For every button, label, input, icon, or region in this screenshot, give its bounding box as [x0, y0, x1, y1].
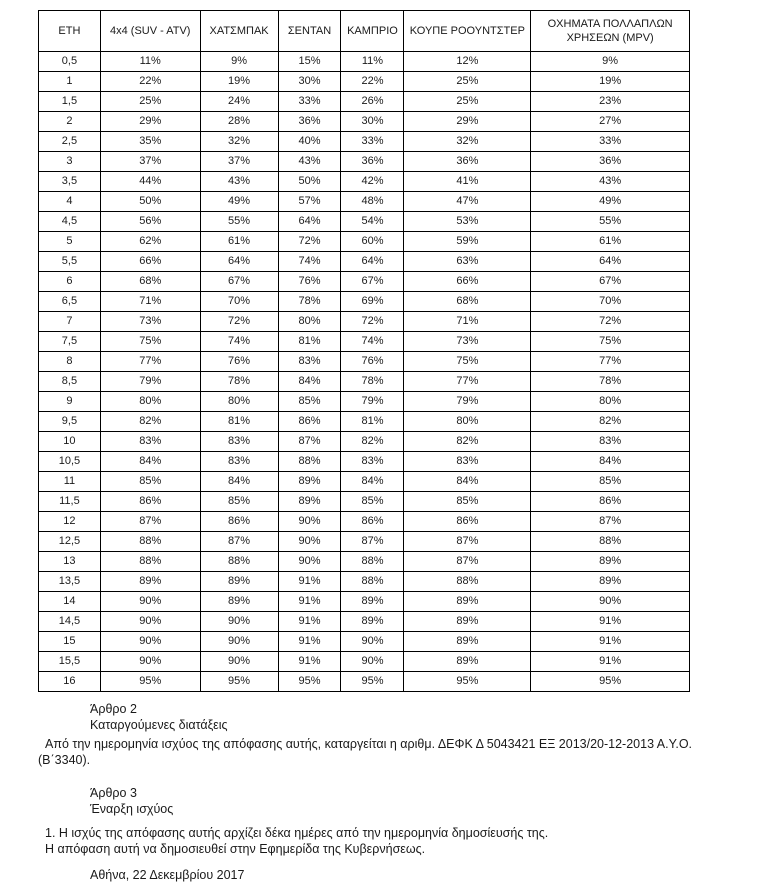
rate-cell: 47% [404, 192, 531, 212]
years-cell: 2,5 [39, 132, 101, 152]
rate-cell: 60% [341, 232, 404, 252]
rate-cell: 89% [278, 492, 341, 512]
rate-cell: 66% [100, 252, 200, 272]
rate-cell: 75% [404, 352, 531, 372]
table-row [39, 592, 690, 612]
table-row [39, 92, 690, 112]
rate-cell: 83% [100, 432, 200, 452]
rate-cell: 78% [531, 372, 690, 392]
column-header: ΣΕΝΤΑΝ [278, 11, 341, 52]
rate-cell: 73% [404, 332, 531, 352]
rate-cell: 84% [100, 452, 200, 472]
articles-section [38, 701, 728, 883]
rate-cell: 86% [278, 412, 341, 432]
rate-cell: 80% [278, 312, 341, 332]
rate-cell: 43% [531, 172, 690, 192]
rate-cell: 88% [278, 452, 341, 472]
rate-cell: 11% [341, 52, 404, 72]
column-header: ΚΟΥΠΕ ΡΟΟΥΝΤΣΤΕΡ [404, 11, 531, 52]
rate-cell: 90% [200, 632, 278, 652]
rate-cell: 85% [278, 392, 341, 412]
rate-cell: 37% [100, 152, 200, 172]
rate-cell: 22% [341, 72, 404, 92]
years-cell: 10,5 [39, 452, 101, 472]
rate-cell: 91% [278, 612, 341, 632]
rate-cell: 88% [341, 552, 404, 572]
rate-cell: 25% [404, 92, 531, 112]
rate-cell: 43% [200, 172, 278, 192]
rate-cell: 64% [531, 252, 690, 272]
rate-cell: 83% [531, 432, 690, 452]
rate-cell: 70% [531, 292, 690, 312]
table-header [39, 11, 690, 52]
rate-cell: 30% [278, 72, 341, 92]
rate-cell: 74% [200, 332, 278, 352]
years-cell: 11 [39, 472, 101, 492]
rate-cell: 61% [531, 232, 690, 252]
article-3-title: Άρθρο 3 [90, 786, 137, 800]
rate-cell: 78% [278, 292, 341, 312]
rate-cell: 28% [200, 112, 278, 132]
years-cell: 3,5 [39, 172, 101, 192]
rate-cell: 90% [278, 552, 341, 572]
rate-cell: 76% [278, 272, 341, 292]
years-cell: 13 [39, 552, 101, 572]
rate-cell: 90% [100, 612, 200, 632]
rate-cell: 95% [404, 672, 531, 692]
rate-cell: 22% [100, 72, 200, 92]
rate-cell: 77% [100, 352, 200, 372]
rate-cell: 77% [404, 372, 531, 392]
rate-cell: 64% [278, 212, 341, 232]
rate-cell: 87% [100, 512, 200, 532]
rate-cell: 86% [404, 512, 531, 532]
table-row [39, 392, 690, 412]
years-cell: 15,5 [39, 652, 101, 672]
article-2-text: Από την ημερομηνία ισχύος της απόφασης αυτής, καταργείται η αριθμ. ΔΕΦΚ Δ 5043421 ΕΞ 2013/20-12-2013 Α.Υ.Ο. (Β΄3340). [38, 737, 693, 767]
rate-cell: 88% [100, 532, 200, 552]
rate-cell: 59% [404, 232, 531, 252]
rate-cell: 95% [200, 672, 278, 692]
rate-cell: 24% [200, 92, 278, 112]
rate-cell: 76% [341, 352, 404, 372]
table-row [39, 492, 690, 512]
rate-cell: 72% [200, 312, 278, 332]
years-cell: 12,5 [39, 532, 101, 552]
rate-cell: 67% [341, 272, 404, 292]
rate-cell: 53% [404, 212, 531, 232]
rate-cell: 83% [278, 352, 341, 372]
rate-cell: 88% [531, 532, 690, 552]
rate-cell: 90% [341, 652, 404, 672]
rate-cell: 86% [200, 512, 278, 532]
column-header: ΕΤΗ [39, 11, 101, 52]
years-cell: 6 [39, 272, 101, 292]
rate-cell: 67% [200, 272, 278, 292]
rate-cell: 88% [200, 552, 278, 572]
table-row [39, 632, 690, 652]
years-cell: 7 [39, 312, 101, 332]
table-row [39, 612, 690, 632]
rate-cell: 89% [341, 592, 404, 612]
rate-cell: 91% [278, 632, 341, 652]
rate-cell: 83% [341, 452, 404, 472]
rate-cell: 84% [278, 372, 341, 392]
rate-cell: 9% [200, 52, 278, 72]
rate-cell: 81% [200, 412, 278, 432]
table-row [39, 672, 690, 692]
rate-cell: 87% [278, 432, 341, 452]
rate-cell: 91% [531, 652, 690, 672]
column-header: 4x4 (SUV - ATV) [100, 11, 200, 52]
rate-cell: 57% [278, 192, 341, 212]
table-row [39, 352, 690, 372]
table-row [39, 432, 690, 452]
years-cell: 8,5 [39, 372, 101, 392]
table-row [39, 192, 690, 212]
rate-cell: 80% [531, 392, 690, 412]
years-cell: 16 [39, 672, 101, 692]
depreciation-table [38, 10, 690, 692]
rate-cell: 72% [531, 312, 690, 332]
rate-cell: 55% [200, 212, 278, 232]
rate-cell: 48% [341, 192, 404, 212]
table-row [39, 132, 690, 152]
rate-cell: 37% [200, 152, 278, 172]
rate-cell: 90% [278, 512, 341, 532]
rate-cell: 70% [200, 292, 278, 312]
rate-cell: 72% [278, 232, 341, 252]
table-row [39, 252, 690, 272]
table-row [39, 112, 690, 132]
rate-cell: 85% [100, 472, 200, 492]
table-row [39, 312, 690, 332]
rate-cell: 32% [404, 132, 531, 152]
table-row [39, 372, 690, 392]
years-cell: 4 [39, 192, 101, 212]
rate-cell: 81% [341, 412, 404, 432]
rate-cell: 44% [100, 172, 200, 192]
years-cell: 14,5 [39, 612, 101, 632]
rate-cell: 95% [278, 672, 341, 692]
years-cell: 1 [39, 72, 101, 92]
rate-cell: 90% [100, 652, 200, 672]
years-cell: 0,5 [39, 52, 101, 72]
rate-cell: 9% [531, 52, 690, 72]
rate-cell: 89% [531, 572, 690, 592]
article-3-subtitle: Έναρξη ισχύος [90, 802, 174, 816]
column-header: ΧΑΤΣΜΠΑΚ [200, 11, 278, 52]
rate-cell: 33% [341, 132, 404, 152]
years-cell: 3 [39, 152, 101, 172]
rate-cell: 86% [341, 512, 404, 532]
rate-cell: 19% [200, 72, 278, 92]
rate-cell: 15% [278, 52, 341, 72]
rate-cell: 84% [531, 452, 690, 472]
column-header: ΚΑΜΠΡΙΟ [341, 11, 404, 52]
rate-cell: 83% [200, 432, 278, 452]
rate-cell: 29% [100, 112, 200, 132]
rate-cell: 36% [341, 152, 404, 172]
rate-cell: 79% [100, 372, 200, 392]
rate-cell: 86% [531, 492, 690, 512]
rate-cell: 68% [100, 272, 200, 292]
rate-cell: 33% [531, 132, 690, 152]
rate-cell: 25% [100, 92, 200, 112]
rate-cell: 84% [341, 472, 404, 492]
rate-cell: 89% [341, 612, 404, 632]
rate-cell: 77% [531, 352, 690, 372]
rate-cell: 32% [200, 132, 278, 152]
rate-cell: 85% [531, 472, 690, 492]
rate-cell: 66% [404, 272, 531, 292]
rate-cell: 89% [100, 572, 200, 592]
rate-cell: 91% [531, 632, 690, 652]
rate-cell: 90% [531, 592, 690, 612]
years-cell: 6,5 [39, 292, 101, 312]
table-row [39, 452, 690, 472]
rate-cell: 63% [404, 252, 531, 272]
rate-cell: 49% [531, 192, 690, 212]
table-row [39, 212, 690, 232]
rate-cell: 89% [404, 592, 531, 612]
rate-cell: 33% [278, 92, 341, 112]
rate-cell: 87% [404, 552, 531, 572]
table-row [39, 72, 690, 92]
rate-cell: 23% [531, 92, 690, 112]
rate-cell: 91% [278, 572, 341, 592]
rate-cell: 89% [531, 552, 690, 572]
rate-cell: 74% [341, 332, 404, 352]
table-row [39, 532, 690, 552]
rate-cell: 80% [100, 392, 200, 412]
table-row [39, 332, 690, 352]
rate-cell: 83% [200, 452, 278, 472]
years-cell: 1,5 [39, 92, 101, 112]
rate-cell: 27% [531, 112, 690, 132]
rate-cell: 78% [200, 372, 278, 392]
rate-cell: 42% [341, 172, 404, 192]
table-row [39, 652, 690, 672]
rate-cell: 30% [341, 112, 404, 132]
table-row [39, 272, 690, 292]
rate-cell: 41% [404, 172, 531, 192]
rate-cell: 56% [100, 212, 200, 232]
years-cell: 10 [39, 432, 101, 452]
table-row [39, 232, 690, 252]
rate-cell: 80% [404, 412, 531, 432]
rate-cell: 36% [531, 152, 690, 172]
rate-cell: 74% [278, 252, 341, 272]
rate-cell: 43% [278, 152, 341, 172]
rate-cell: 88% [341, 572, 404, 592]
rate-cell: 67% [531, 272, 690, 292]
rate-cell: 69% [341, 292, 404, 312]
rate-cell: 35% [100, 132, 200, 152]
rate-cell: 82% [341, 432, 404, 452]
rate-cell: 54% [341, 212, 404, 232]
rate-cell: 11% [100, 52, 200, 72]
rate-cell: 82% [100, 412, 200, 432]
rate-cell: 90% [278, 532, 341, 552]
rate-cell: 36% [404, 152, 531, 172]
rate-cell: 73% [100, 312, 200, 332]
rate-cell: 89% [200, 572, 278, 592]
rate-cell: 87% [200, 532, 278, 552]
rate-cell: 78% [341, 372, 404, 392]
rate-cell: 95% [341, 672, 404, 692]
years-cell: 9 [39, 392, 101, 412]
rate-cell: 80% [200, 392, 278, 412]
years-cell: 8 [39, 352, 101, 372]
years-cell: 11,5 [39, 492, 101, 512]
rate-cell: 84% [404, 472, 531, 492]
rate-cell: 89% [200, 592, 278, 612]
rate-cell: 85% [341, 492, 404, 512]
rate-cell: 12% [404, 52, 531, 72]
table-row [39, 472, 690, 492]
rate-cell: 89% [278, 472, 341, 492]
years-cell: 9,5 [39, 412, 101, 432]
rate-cell: 76% [200, 352, 278, 372]
rate-cell: 91% [278, 592, 341, 612]
rate-cell: 62% [100, 232, 200, 252]
rate-cell: 55% [531, 212, 690, 232]
rate-cell: 89% [404, 652, 531, 672]
rate-cell: 50% [278, 172, 341, 192]
rate-cell: 68% [404, 292, 531, 312]
rate-cell: 86% [100, 492, 200, 512]
table-row [39, 172, 690, 192]
rate-cell: 75% [531, 332, 690, 352]
rate-cell: 64% [341, 252, 404, 272]
date-line: Αθήνα, 22 Δεκεμβρίου 2017 [90, 868, 245, 882]
years-cell: 12 [39, 512, 101, 532]
rate-cell: 36% [278, 112, 341, 132]
rate-cell: 85% [404, 492, 531, 512]
rate-cell: 87% [404, 532, 531, 552]
rate-cell: 91% [278, 652, 341, 672]
rate-cell: 84% [200, 472, 278, 492]
rate-cell: 88% [404, 572, 531, 592]
rate-cell: 87% [531, 512, 690, 532]
rate-cell: 91% [531, 612, 690, 632]
years-cell: 14 [39, 592, 101, 612]
rate-cell: 75% [100, 332, 200, 352]
column-header: ΟΧΗΜΑΤΑ ΠΟΛΛΑΠΛΩΝ ΧΡΗΣΕΩΝ (MPV) [531, 11, 690, 52]
rate-cell: 95% [100, 672, 200, 692]
rate-cell: 89% [404, 612, 531, 632]
table-body [39, 52, 690, 692]
rate-cell: 95% [531, 672, 690, 692]
article-2-title: Άρθρο 2 [90, 702, 137, 716]
rate-cell: 29% [404, 112, 531, 132]
table-row [39, 52, 690, 72]
years-cell: 4,5 [39, 212, 101, 232]
rate-cell: 71% [404, 312, 531, 332]
years-cell: 5,5 [39, 252, 101, 272]
rate-cell: 40% [278, 132, 341, 152]
rate-cell: 81% [278, 332, 341, 352]
rate-cell: 19% [531, 72, 690, 92]
rate-cell: 72% [341, 312, 404, 332]
rate-cell: 87% [341, 532, 404, 552]
rate-cell: 90% [100, 592, 200, 612]
rate-cell: 64% [200, 252, 278, 272]
rate-cell: 85% [200, 492, 278, 512]
rate-cell: 61% [200, 232, 278, 252]
article-3-item-2: Η απόφαση αυτή να δημοσιευθεί στην Εφημερίδα της Κυβερνήσεως. [45, 842, 426, 856]
rate-cell: 71% [100, 292, 200, 312]
years-cell: 2 [39, 112, 101, 132]
table-row [39, 572, 690, 592]
rate-cell: 83% [404, 452, 531, 472]
article-2-subtitle: Καταργούμενες διατάξεις [90, 718, 228, 732]
years-cell: 15 [39, 632, 101, 652]
table-row [39, 412, 690, 432]
rate-cell: 79% [404, 392, 531, 412]
rate-cell: 90% [100, 632, 200, 652]
rate-cell: 50% [100, 192, 200, 212]
rate-cell: 25% [404, 72, 531, 92]
article-3-item-1: 1. Η ισχύς της απόφασης αυτής αρχίζει δέκα ημέρες από την ημερομηνία δημοσίευσής της. [45, 826, 549, 840]
table-row [39, 512, 690, 532]
table-row [39, 292, 690, 312]
years-cell: 5 [39, 232, 101, 252]
header-row [39, 11, 690, 52]
rate-cell: 90% [341, 632, 404, 652]
rate-cell: 82% [404, 432, 531, 452]
table-row [39, 152, 690, 172]
table-row [39, 552, 690, 572]
rate-cell: 90% [200, 612, 278, 632]
rate-cell: 49% [200, 192, 278, 212]
rate-cell: 88% [100, 552, 200, 572]
rate-cell: 82% [531, 412, 690, 432]
years-cell: 13,5 [39, 572, 101, 592]
years-cell: 7,5 [39, 332, 101, 352]
rate-cell: 26% [341, 92, 404, 112]
rate-cell: 90% [200, 652, 278, 672]
rate-cell: 79% [341, 392, 404, 412]
rate-cell: 89% [404, 632, 531, 652]
